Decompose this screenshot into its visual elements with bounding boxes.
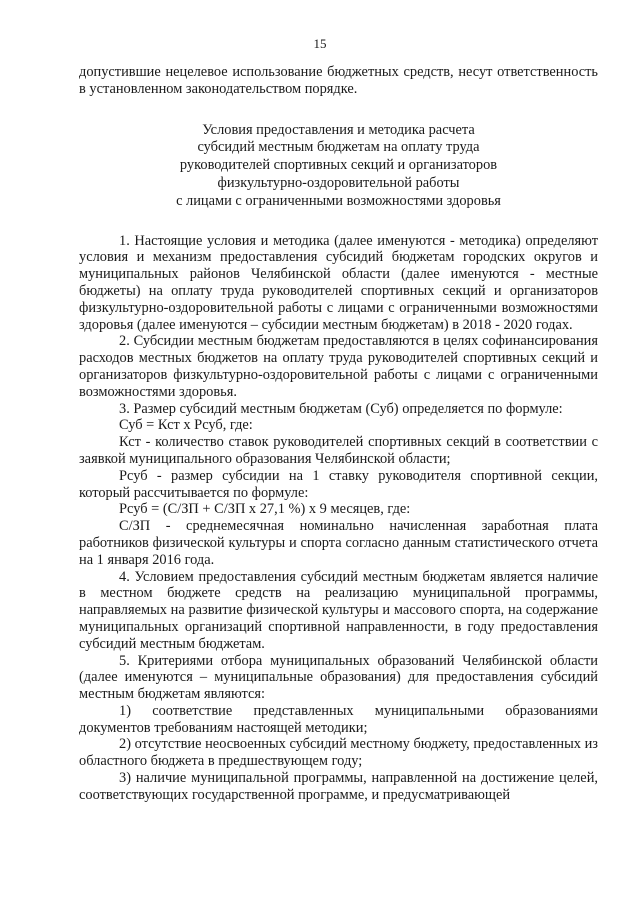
formula-rsub: Рсуб = (С/ЗП + С/ЗП х 27,1 %) х 9 месяцев, где: xyxy=(119,501,411,518)
definition-szp: С/ЗП - среднемесячная номинально начисленная заработная плата работников физической культуры и спорта согласно данным статистического отчета на 1 января 2016 года. xyxy=(79,518,598,568)
page-number: 15 xyxy=(313,36,327,51)
heading-line: с лицами с ограниченными возможностями здоровья xyxy=(176,192,501,209)
definition-kst: Кст - количество ставок руководителей спортивных секций в соответствии с заявкой муниципального образования Челябинской области; xyxy=(79,434,598,467)
paragraph-5: 5. Критериями отбора муниципальных образований Челябинской области (далее именуются – муниципальные образования) для предоставления субсидий местным бюджетам являются: xyxy=(79,652,598,703)
criterion-2: 2) отсутствие неосвоенных субсидий местному бюджету, предоставленных из областного бюджета в предшествующем году; xyxy=(79,736,598,770)
heading-line: субсидий местным бюджетам на оплату труда xyxy=(197,139,480,156)
definition-rsub: Рсуб - размер субсидии на 1 ставку руководителя спортивной секции, который рассчитывается по формуле: xyxy=(79,467,598,501)
paragraph-3: 3. Размер субсидий местным бюджетам (Суб) определяется по формуле: xyxy=(119,400,563,417)
criterion-3: 3) наличие муниципальной программы, направленной на достижение целей, соответствующих государственной программе, и предусматривающей xyxy=(79,770,598,803)
criterion-1: 1) соответствие представленных муниципальными образованиями документов требованиям настоящей методики; xyxy=(79,702,598,736)
heading-line: руководителей спортивных секций и организаторов xyxy=(179,157,498,174)
paragraph-1: 1. Настоящие условия и методика (далее именуются - методика) определяют условия и механизм предоставления субсидий бюджетам городских округов и муниципальных районов Челябинской области (далее именуются - местные бюджеты) на оплату труда руководителей спортивных секций и организаторов физкультурно-оздоровительной работы с лицами с ограниченными возможностями здоровья (далее именуются – субсидии местным бюджетам) в 2018 - 2020 годах. xyxy=(79,232,598,333)
paragraph-2: 2. Субсидии местным бюджетам предоставляются в целях софинансирования расходов местных бюджетов на оплату труда руководителей спортивных секций и организаторов физкультурно-оздоровительной работы с лицами с ограниченными возможностями здоровья. xyxy=(79,333,598,400)
heading-line: физкультурно-оздоровительной работы xyxy=(217,174,460,191)
intro-paragraph: допустившие нецелевое использование бюджетных средств, несут ответственность в установленном законодательством порядке. xyxy=(79,64,598,97)
section-heading xyxy=(79,122,598,211)
formula-sub: Суб = Кст х Рсуб, где: xyxy=(119,417,253,434)
paragraph-4: 4. Условием предоставления субсидий местным бюджетам является наличие в местном бюджете средств на реализацию муниципальной программы, направляемых на развитие физической культуры и массового спорта, на содержание муниципальных организаций спортивной направленности, в году предоставления субсидий местным бюджетам. xyxy=(79,568,598,652)
document-body xyxy=(79,64,598,804)
heading-line: Условия предоставления и методика расчета xyxy=(202,121,475,138)
